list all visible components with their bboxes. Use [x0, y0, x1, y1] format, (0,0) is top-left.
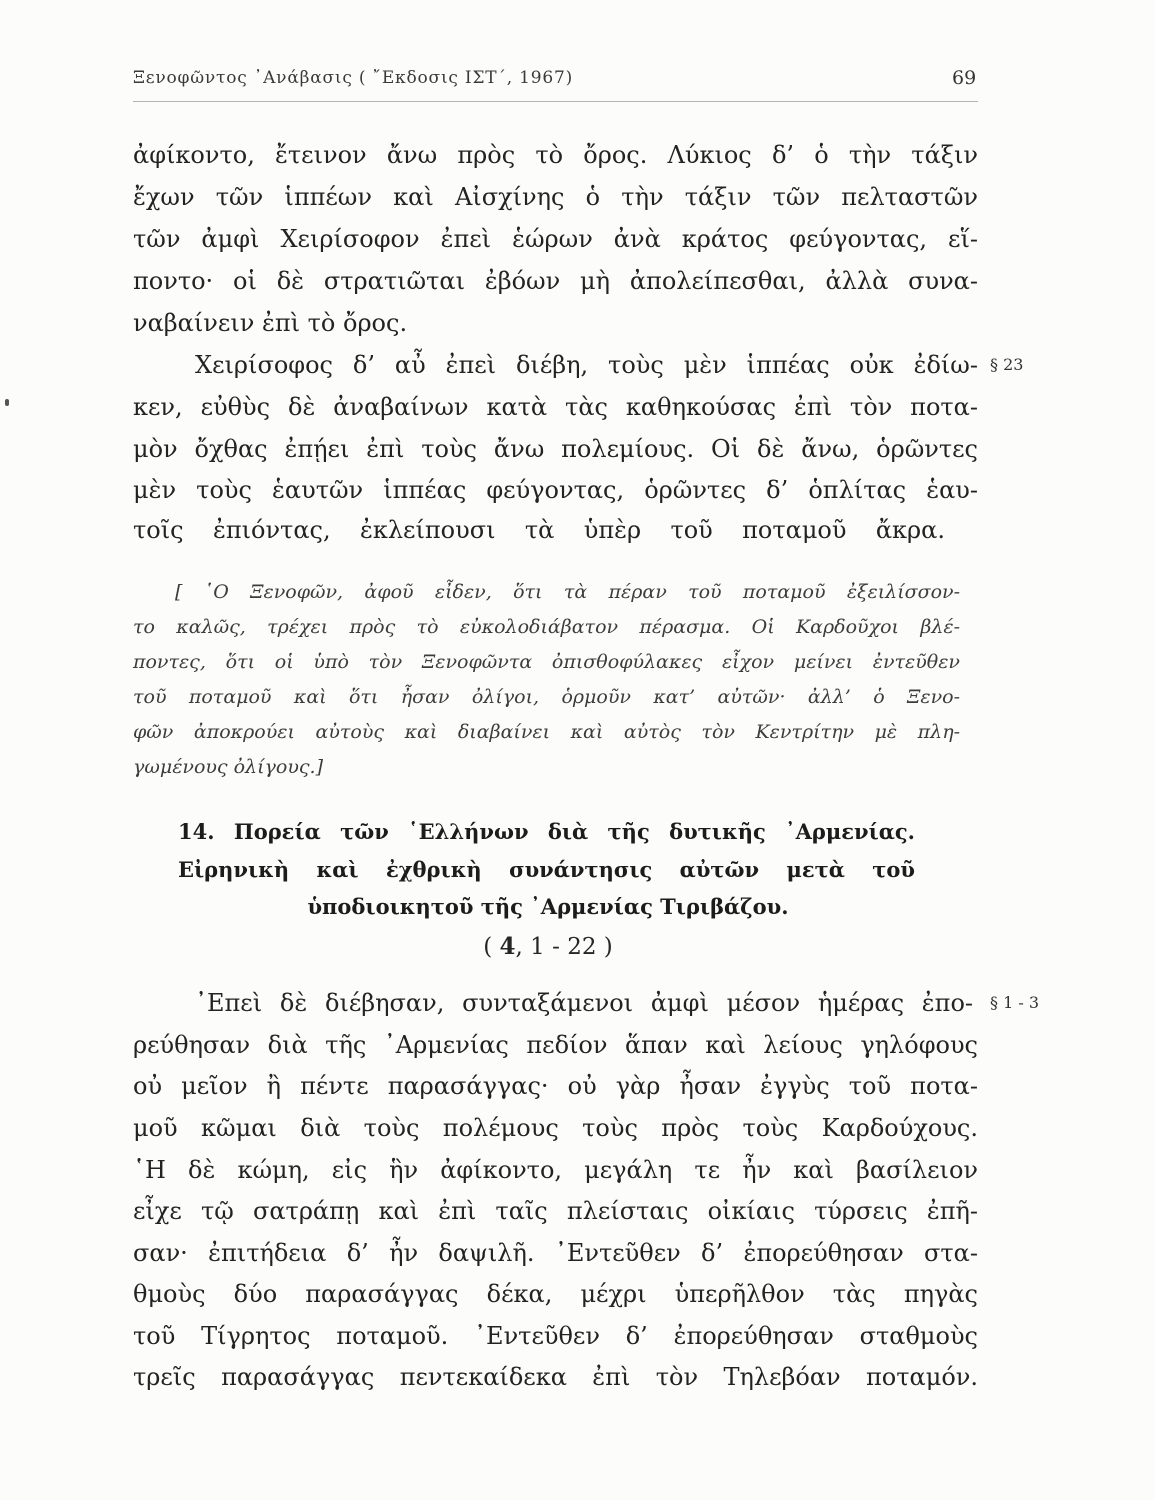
body-line: οὐ μεῖον ἢ πέντε παρασάγγας· οὐ γὰρ ἦσαν ἐγγὺς τοῦ ποτα- [133, 1072, 978, 1100]
page-number: 69 [952, 67, 977, 89]
body-line: τῶν ἀμφὶ Χειρίσοφον ἐπεὶ ἑώρων ἀνὰ κράτος φεύγοντας, εἵ- [133, 225, 978, 253]
body-line: μοῦ κῶμαι διὰ τοὺς πολέμους τοὺς πρὸς τοὺς Καρδούχους. [133, 1114, 978, 1142]
body-line: ποντο· οἱ δὲ στρατιῶται ἐβόων μὴ ἀπολείπεσθαι, ἀλλὰ συνα- [133, 267, 978, 295]
commentary-line: ποντες, ὅτι οἱ ὑπὸ τὸν Ξενοφῶντα ὀπισθοφύλακες εἶχον μείνει ἐντεῦθεν [133, 651, 960, 673]
chapter-reference [133, 926, 963, 968]
body-line: κεν, εὐθὺς δὲ ἀναβαίνων κατὰ τὰς καθηκούσας ἐπὶ τὸν ποτα- [133, 393, 978, 421]
body-line: τρεῖς παρασάγγας πεντεκαίδεκα ἐπὶ τὸν Τηλεβόαν ποταμόν. [133, 1363, 978, 1391]
body-line: ναβαίνειν ἐπὶ τὸ ὄρος. [133, 309, 408, 337]
body-line: τοῖς ἐπιόντας, ἐκλείπουσι τὰ ὑπὲρ τοῦ ποταμοῦ ἄκρα. [133, 516, 945, 544]
body-line: ἀφίκοντο, ἔτεινον ἄνω πρὸς τὸ ὄρος. Λύκιος δ’ ὁ τὴν τάξιν [133, 141, 978, 169]
reference-range: , 1 - 22 ) [515, 934, 613, 960]
commentary-line: το καλῶς, τρέχει πρὸς τὸ εὐκολοδιάβατον πέρασμα. Οἱ Καρδοῦχοι βλέ- [133, 616, 960, 638]
section-marker: § 23 [990, 355, 1024, 374]
body-line: θμοὺς δύο παρασάγγας δέκα, μέχρι ὑπερῆλθον τὰς πηγὰς [133, 1280, 978, 1308]
body-line: ἔχων τῶν ἱππέων καὶ Αἰσχίνης ὁ τὴν τάξιν τῶν πελταστῶν [133, 183, 978, 211]
body-line: Χειρίσοφος δ’ αὖ ἐπεὶ διέβη, τοὺς μὲν ἱππέας οὐκ ἐδίω- [195, 351, 978, 379]
reference-open: ( [483, 934, 500, 960]
chapter-heading-line: ὑποδιοικητοῦ τῆς ᾿Αρμενίας Τιριβάζου. [307, 894, 789, 919]
body-line: εἶχε τῷ σατράπῃ καὶ ἐπὶ ταῖς πλείσταις οἰκίαις τύρσεις ἐπῆ- [133, 1197, 978, 1225]
body-line: ᾿Επεὶ δὲ διέβησαν, συνταξάμενοι ἀμφὶ μέσον ἡμέρας ἐπο- [195, 989, 973, 1017]
body-line: ρεύθησαν διὰ τῆς ᾿Αρμενίας πεδίον ἅπαν καὶ λείους γηλόφους [133, 1031, 978, 1059]
commentary-line: τοῦ ποταμοῦ καὶ ὅτι ἦσαν ὀλίγοι, ὁρμοῦν κατ’ αὐτῶν· ἀλλ’ ὁ Ξενο- [133, 686, 960, 708]
commentary-line: γωμένους ὀλίγους.] [133, 756, 323, 778]
section-marker: § 1 - 3 [990, 993, 1040, 1012]
running-title: Ξενοφῶντος ᾿Ανάβασις ( ῎Εκδοσις ΙΣΤ΄, 1967) [133, 68, 574, 88]
body-line: σαν· ἐπιτήδεια δ’ ἦν δαψιλῆ. ᾿Εντεῦθεν δ’ ἐπορεύθησαν στα- [133, 1239, 978, 1267]
scan-speck [5, 399, 9, 406]
reference-book: 4 [499, 933, 516, 960]
commentary-line: [ ῾Ο Ξενοφῶν, ἀφοῦ εἶδεν, ὅτι τὰ πέραν τοῦ ποταμοῦ ἐξειλίσσον- [175, 581, 960, 603]
body-line: ῾Η δὲ κώμη, εἰς ἣν ἀφίκοντο, μεγάλη τε ἦν καὶ βασίλειον [133, 1156, 978, 1184]
body-line: μὸν ὄχθας ἐπῄει ἐπὶ τοὺς ἄνω πολεμίους. Οἱ δὲ ἄνω, ὁρῶντες [133, 435, 978, 463]
header-rule [133, 101, 978, 102]
chapter-heading-line: Εἰρηνικὴ καὶ ἐχθρικὴ συνάντησις αὐτῶν μετὰ τοῦ [178, 857, 915, 882]
body-line: μὲν τοὺς ἑαυτῶν ἱππέας φεύγοντας, ὁρῶντες δ’ ὁπλίτας ἑαυ- [133, 476, 978, 504]
commentary-line: φῶν ἀποκρούει αὐτοὺς καὶ διαβαίνει καὶ αὐτὸς τὸν Κεντρίτην μὲ πλη- [133, 721, 960, 743]
chapter-heading-line: 14. Πορεία τῶν ῾Ελλήνων διὰ τῆς δυτικῆς ᾿Αρμενίας. [178, 819, 915, 844]
body-line: τοῦ Τίγρητος ποταμοῦ. ᾿Εντεῦθεν δ’ ἐπορεύθησαν σταθμοὺς [133, 1322, 978, 1350]
